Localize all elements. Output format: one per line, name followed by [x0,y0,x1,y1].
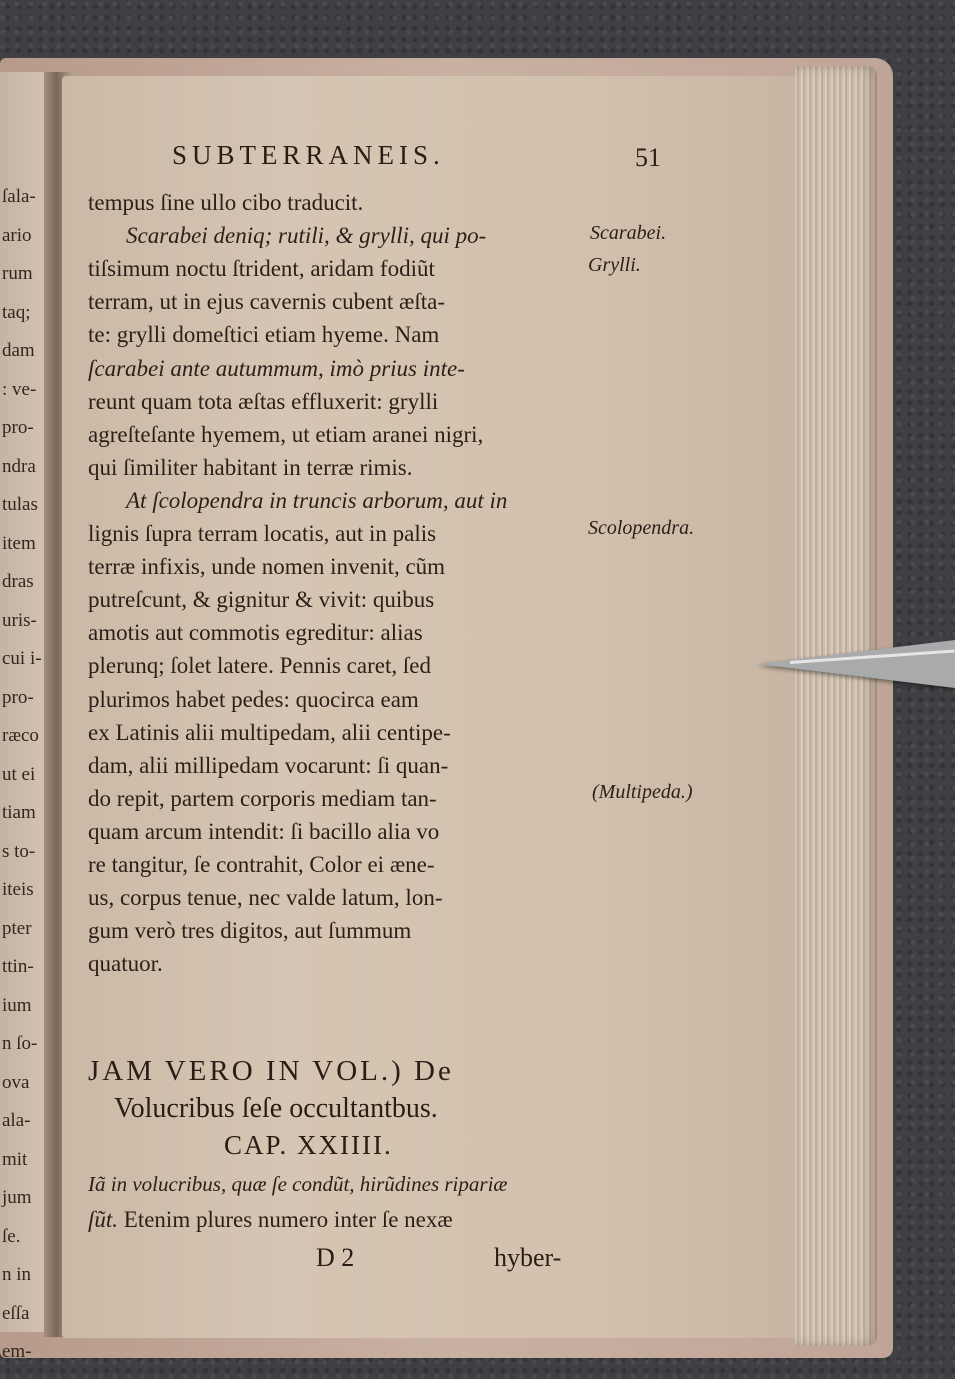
text-line: terræ infixis, unde nomen invenit, cũm [88,554,446,580]
left-page-fragment: cui i- [2,648,42,669]
text-line: putreſcunt, & gignitur & vivit: quibus [88,587,435,613]
text-line: agreſteſante hyemem, ut etiam aranei nigri, [88,421,484,447]
left-page-fragment: : ve- [2,378,37,400]
left-page-fragment: ova [2,1071,30,1093]
text-line: Scarabei deniq; rutili, & grylli, qui po- [126,223,487,249]
left-page-fragment: ut ei [2,763,36,785]
text-line: tempus ſine ullo cibo traducit. [88,190,364,215]
left-page-fragment: uris- [2,609,37,631]
left-page-fragment: n in [2,1264,32,1285]
margin-note-scarabei: Scarabei. [590,222,667,244]
left-page-fragment: eſſa [2,1302,30,1324]
chapter-body-rest: Etenim plures numero inter ſe nexæ [118,1207,453,1232]
left-page-fragment: s to- [2,840,36,862]
page-number: 51 [635,143,661,172]
left-page-fragment: ium [2,994,32,1016]
text-line: quatuor. [88,951,163,977]
chapter-body-line [88,1207,453,1233]
text-line: plerunq; ſolet latere. Pennis caret, ſed [88,653,431,679]
left-page-fragment: n ſo- [2,1033,38,1054]
left-page-fragment: ſala- [2,186,36,207]
left-page-fragment: item [2,532,36,554]
text-line: do repit, partem corporis mediam tan- [88,785,437,811]
metal-pointer [757,640,955,688]
left-page-fragment: ræco [2,725,39,746]
left-page-fragment: tulas [2,494,38,515]
left-page-fragment: ndra [2,455,36,477]
text-line: amotis aut commotis egreditur: alias [88,620,423,646]
text-line: plurimos habet pedes: quocirca eam [88,686,419,712]
chapter-body-italic: ſũt. [88,1207,119,1232]
left-page-fragment: pro- [2,686,34,708]
left-page-fragment: pro- [2,417,34,438]
chapter-heading: JAM VERO IN VOL.) De [88,1055,454,1087]
margin-note-grylli: Grylli. [588,254,641,276]
text-line: qui ſimiliter habitant in terræ rimis. [88,454,413,480]
text-line: quam arcum intendit: ſi bacillo alia vo [88,818,440,844]
text-line: reunt quam tota æſtas effluxerit: grylli [88,388,439,414]
left-page-fragment: jum [2,1187,32,1208]
left-page-fragment: em- [2,1341,32,1362]
margin-note-multipeda: (Multipeda.) [592,781,693,803]
catchword: hyber- [494,1243,562,1272]
signature-mark: D 2 [316,1243,355,1272]
text-line: us, corpus tenue, nec valde latum, lon- [88,885,443,911]
left-page-fragment: tiam [2,802,36,823]
text-line: gum verò tres digitos, aut ſummum [88,918,412,944]
left-page-fragment: dam [2,340,35,361]
text-line: ex Latinis alii multipedam, alii centipe- [88,719,451,745]
left-page-fragment: dras [2,571,34,592]
left-page-fragment: mit [2,1148,28,1170]
text-line: ſcarabei ante autummum, imò prius inte- [88,355,465,381]
text-line: te: grylli domeſtici etiam hyeme. Nam [88,322,440,348]
left-page-fragment: ario [2,224,32,246]
text-line: re tangitur, ſe contrahit, Color ei æne- [88,852,435,877]
left-page-fragment: pter [2,917,32,939]
left-page-fragment: ttin- [2,956,34,977]
text-line: terram, ut in ejus cavernis cubent æſta- [88,289,446,315]
left-page-fragment: taq; [2,301,31,323]
text-line: lignis ſupra terram locatis, aut in palis [88,521,437,546]
left-page-fragment: iteis [2,879,34,900]
left-page-fragment: ala- [2,1110,31,1131]
chapter-summary: Iã in volucribus, quæ ſe condũt, hirũdines ripariæ [88,1172,508,1196]
left-page-fragment: rum [2,263,33,284]
text-line: dam, alii millipedam vocarunt: ſi quan- [88,752,449,778]
chapter-number: CAP. XXIIII. [224,1130,393,1160]
running-head: SUBTERRANEIS. [172,140,445,170]
page-edges [795,66,877,1346]
margin-note-scolopendra: Scolopendra. [588,517,695,539]
chapter-subheading: Volucribus ſeſe occultantbus. [114,1093,438,1124]
text-line: tiſsimum noctu ſtrident, aridam fodiũt [88,256,435,282]
left-page-fragment: ſe. [2,1225,21,1247]
text-line: At ſcolopendra in truncis arborum, aut in [126,487,508,513]
